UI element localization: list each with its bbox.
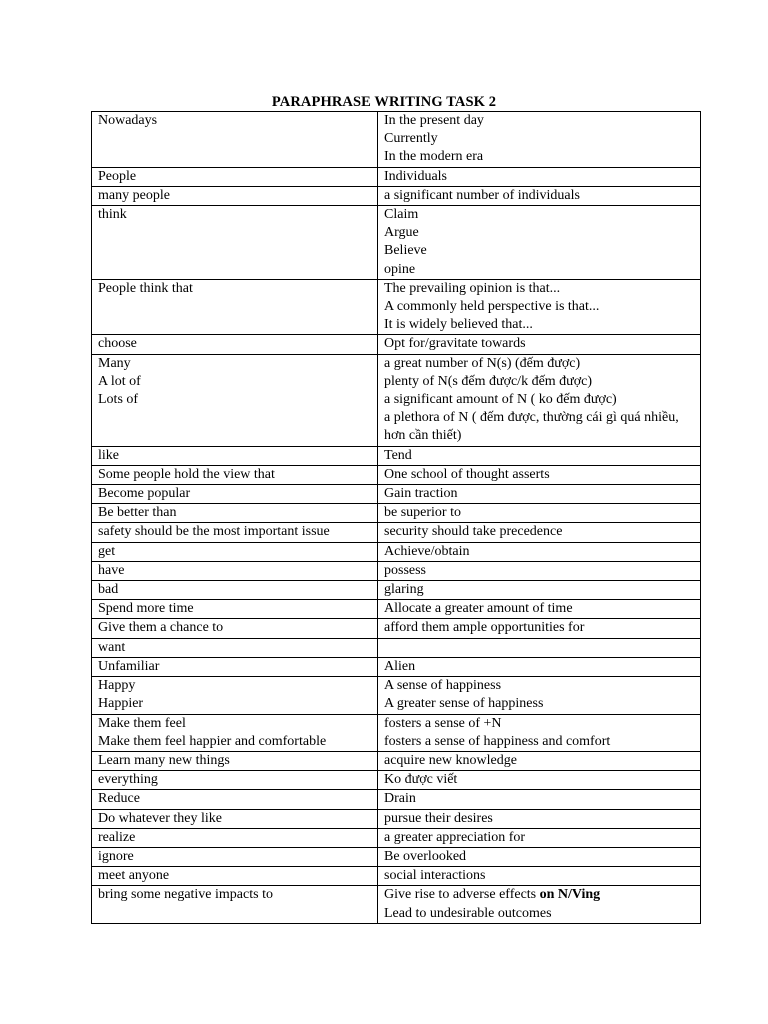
paraphrase-cell: Allocate a greater amount of time — [378, 600, 701, 619]
table-row — [92, 847, 701, 866]
original-phrase-cell: Happy Happier — [92, 677, 378, 714]
paraphrase-cell: Gain traction — [378, 485, 701, 504]
table-row — [92, 790, 701, 809]
original-phrase-cell: get — [92, 542, 378, 561]
original-phrase-cell: People think that — [92, 279, 378, 335]
table-row — [92, 186, 701, 205]
paraphrase-cell: possess — [378, 561, 701, 580]
table-row — [92, 335, 701, 354]
paraphrase-cell — [378, 638, 701, 657]
table-row — [92, 485, 701, 504]
table-row — [92, 504, 701, 523]
original-phrase-cell: People — [92, 167, 378, 186]
table-row — [92, 600, 701, 619]
paraphrase-cell: One school of thought asserts — [378, 465, 701, 484]
original-phrase-cell: meet anyone — [92, 867, 378, 886]
original-phrase-cell: Be better than — [92, 504, 378, 523]
original-phrase-cell: Spend more time — [92, 600, 378, 619]
paraphrase-cell: The prevailing opinion is that... A commonly held perspective is that... It is widely believed that... — [378, 279, 701, 335]
original-phrase-cell: Some people hold the view that — [92, 465, 378, 484]
paraphrase-cell: In the present day Currently In the modern era — [378, 112, 701, 168]
table-row — [92, 677, 701, 714]
original-phrase-cell: Give them a chance to — [92, 619, 378, 638]
table-row — [92, 771, 701, 790]
table-row — [92, 523, 701, 542]
paraphrase-table-body — [92, 112, 701, 924]
paraphrase-cell: fosters a sense of +N fosters a sense of happiness and comfort — [378, 714, 701, 751]
table-row — [92, 886, 701, 923]
table-row — [92, 112, 701, 168]
original-phrase-cell: Many A lot of Lots of — [92, 354, 378, 446]
paraphrase-cell: security should take precedence — [378, 523, 701, 542]
original-phrase-cell: Learn many new things — [92, 751, 378, 770]
paraphrase-cell: Claim Argue Believe opine — [378, 206, 701, 280]
table-row — [92, 714, 701, 751]
table-row — [92, 581, 701, 600]
paraphrase-cell: be superior to — [378, 504, 701, 523]
table-row — [92, 465, 701, 484]
original-phrase-cell: think — [92, 206, 378, 280]
table-row — [92, 751, 701, 770]
paraphrase-cell — [378, 886, 701, 923]
paraphrase-cell: A sense of happiness A greater sense of happiness — [378, 677, 701, 714]
original-phrase-cell: Unfamiliar — [92, 657, 378, 676]
paraphrase-text: Lead to undesirable outcomes — [384, 905, 552, 921]
table-row — [92, 167, 701, 186]
original-phrase-cell: many people — [92, 186, 378, 205]
paraphrase-cell: acquire new knowledge — [378, 751, 701, 770]
original-phrase-cell: Make them feel Make them feel happier and comfortable — [92, 714, 378, 751]
paraphrase-cell: afford them ample opportunities for — [378, 619, 701, 638]
original-phrase-cell: Become popular — [92, 485, 378, 504]
table-row — [92, 867, 701, 886]
table-row — [92, 619, 701, 638]
paraphrase-cell: Be overlooked — [378, 847, 701, 866]
paraphrase-cell: Alien — [378, 657, 701, 676]
paraphrase-cell: a significant number of individuals — [378, 186, 701, 205]
original-phrase-cell: like — [92, 446, 378, 465]
table-row — [92, 828, 701, 847]
original-phrase-cell: Do whatever they like — [92, 809, 378, 828]
original-phrase-cell: bad — [92, 581, 378, 600]
paraphrase-cell: Ko được viết — [378, 771, 701, 790]
paraphrase-cell: glaring — [378, 581, 701, 600]
table-row — [92, 354, 701, 446]
paraphrase-bold-text: on N/Ving — [539, 887, 601, 903]
paraphrase-cell: Individuals — [378, 167, 701, 186]
table-row — [92, 657, 701, 676]
original-phrase-cell: everything — [92, 771, 378, 790]
original-phrase-cell: Reduce — [92, 790, 378, 809]
table-row — [92, 206, 701, 280]
paraphrase-cell: Opt for/gravitate towards — [378, 335, 701, 354]
original-phrase-cell: ignore — [92, 847, 378, 866]
paraphrase-cell: Tend — [378, 446, 701, 465]
table-row — [92, 542, 701, 561]
original-phrase-cell: safety should be the most important issue — [92, 523, 378, 542]
paraphrase-cell: Drain — [378, 790, 701, 809]
original-phrase-cell: have — [92, 561, 378, 580]
paraphrase-cell: a greater appreciation for — [378, 828, 701, 847]
original-phrase-cell: want — [92, 638, 378, 657]
document-title: PARAPHRASE WRITING TASK 2 — [271, 94, 497, 110]
paraphrase-cell: Achieve/obtain — [378, 542, 701, 561]
paraphrase-cell: a great number of N(s) (đếm được) plenty of N(s đếm được/k đếm được) a significant amount of N ( ko đếm được) a plethora of N ( đếm được, thường cái gì quá nhiều, hơn cần thiết) — [378, 354, 701, 446]
paraphrase-text: Give rise to adverse effects — [384, 887, 540, 903]
original-phrase-cell: realize — [92, 828, 378, 847]
original-phrase-cell: Nowadays — [92, 112, 378, 168]
paraphrase-cell: social interactions — [378, 867, 701, 886]
table-row — [92, 561, 701, 580]
table-row — [92, 446, 701, 465]
paraphrase-cell: pursue their desires — [378, 809, 701, 828]
original-phrase-cell: choose — [92, 335, 378, 354]
table-row — [92, 809, 701, 828]
table-row — [92, 279, 701, 335]
paraphrase-table — [91, 111, 701, 924]
table-row — [92, 638, 701, 657]
original-phrase-cell: bring some negative impacts to — [92, 886, 378, 923]
